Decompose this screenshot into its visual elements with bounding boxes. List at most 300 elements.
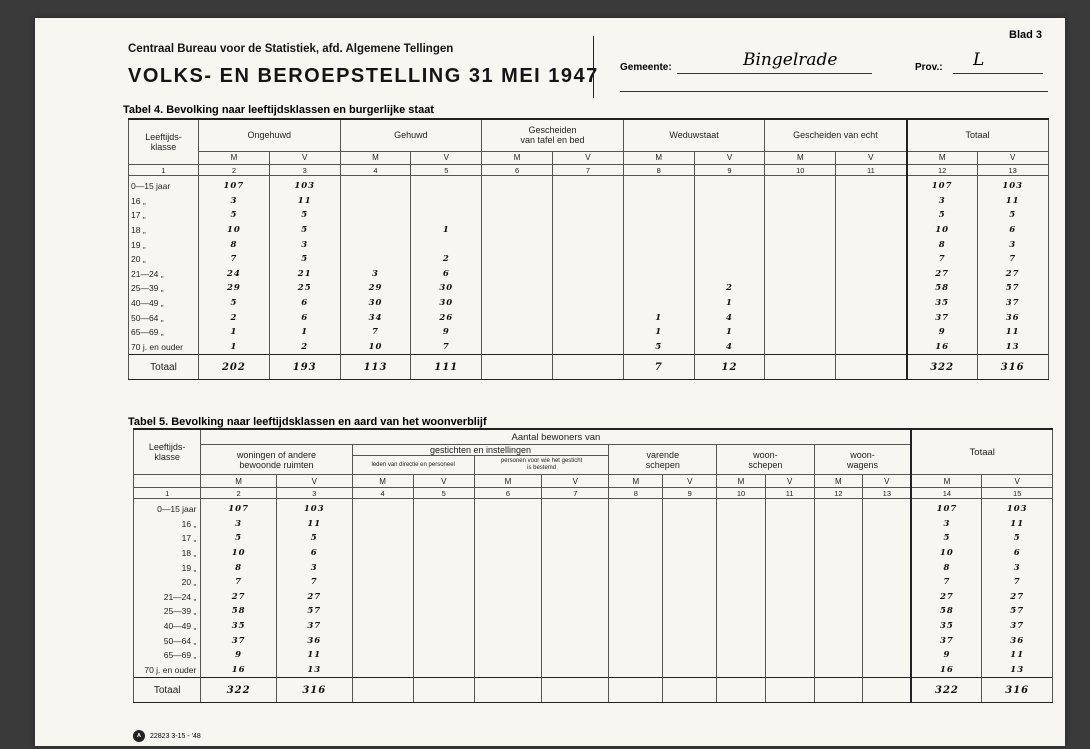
data-cell: [411, 176, 482, 194]
form-title: VOLKS- EN BEROEPSTELLING 31 MEI 1947: [128, 65, 599, 87]
province-line: [953, 73, 1043, 74]
data-cell: [542, 648, 609, 663]
data-cell: [836, 176, 907, 194]
data-cell: 2: [269, 340, 340, 355]
data-cell: [340, 194, 411, 209]
data-cell: 103: [269, 176, 340, 194]
data-cell: [663, 633, 717, 648]
age-label: 21—24 „: [134, 590, 201, 605]
data-cell: [609, 619, 663, 634]
data-cell: 26: [411, 310, 482, 325]
header-underline: [620, 91, 1048, 92]
col-m: M: [907, 151, 978, 164]
data-cell: [482, 310, 553, 325]
data-cell: [836, 281, 907, 296]
total-cell: 316: [977, 355, 1048, 380]
data-cell: 9: [911, 648, 981, 663]
table-row: [129, 237, 1049, 252]
col-v: V: [982, 475, 1053, 488]
data-cell: [482, 176, 553, 194]
data-cell: [352, 499, 413, 517]
data-cell: 13: [982, 663, 1053, 678]
total-cell: 202: [199, 355, 270, 380]
column-number: 3: [269, 165, 340, 176]
data-cell: [765, 237, 836, 252]
column-number: 8: [623, 165, 694, 176]
dwellings-header: woningen of andere bewoonde ruimten: [201, 445, 352, 475]
table-row: [129, 296, 1049, 311]
data-cell: [765, 208, 836, 223]
table4-caption: Tabel 4. Bevolking naar leeftijdsklassen en burgerlijke staat: [123, 104, 434, 116]
column-number: 8: [609, 488, 663, 499]
data-cell: [474, 648, 541, 663]
data-cell: 37: [982, 619, 1053, 634]
data-cell: [663, 575, 717, 590]
age-label: 50—64 „: [129, 310, 199, 325]
total-cell: 316: [276, 678, 352, 703]
data-cell: [765, 223, 836, 238]
col-m: M: [814, 475, 863, 488]
data-cell: [863, 619, 912, 634]
column-number: 2: [199, 165, 270, 176]
data-cell: [717, 590, 766, 605]
data-cell: 8: [201, 560, 277, 575]
data-cell: 5: [199, 208, 270, 223]
col-v: V: [413, 475, 474, 488]
data-cell: [623, 281, 694, 296]
data-cell: 5: [201, 531, 277, 546]
data-cell: 103: [977, 176, 1048, 194]
data-cell: 5: [269, 208, 340, 223]
data-cell: [663, 663, 717, 678]
data-cell: [717, 499, 766, 517]
data-cell: [717, 546, 766, 561]
data-cell: 27: [276, 590, 352, 605]
total-cell: [413, 678, 474, 703]
inmates-header: personen voor wie het gesticht is bestemd: [474, 456, 609, 475]
data-cell: 1: [694, 296, 765, 311]
data-cell: [765, 176, 836, 194]
total-cell: [482, 355, 553, 380]
data-cell: [609, 546, 663, 561]
col-m: M: [623, 151, 694, 164]
data-cell: 34: [340, 310, 411, 325]
table-row: [134, 648, 1053, 663]
column-number: 4: [352, 488, 413, 499]
data-cell: [609, 604, 663, 619]
data-cell: [542, 499, 609, 517]
column-number: 7: [542, 488, 609, 499]
data-cell: 58: [201, 604, 277, 619]
data-cell: [542, 633, 609, 648]
table-row: [129, 223, 1049, 238]
province-field: L: [973, 50, 985, 70]
total-cell: [553, 355, 624, 380]
data-cell: [542, 590, 609, 605]
data-cell: [814, 546, 863, 561]
data-cell: [765, 281, 836, 296]
table-row: [129, 281, 1049, 296]
data-cell: 5: [982, 531, 1053, 546]
total-cell: [836, 355, 907, 380]
data-cell: [553, 310, 624, 325]
data-cell: [814, 517, 863, 532]
data-cell: 1: [411, 223, 482, 238]
data-cell: [765, 575, 814, 590]
data-cell: 36: [276, 633, 352, 648]
data-cell: 4: [694, 340, 765, 355]
data-cell: 37: [907, 310, 978, 325]
column-number: 15: [982, 488, 1053, 499]
data-cell: 11: [977, 194, 1048, 209]
data-cell: [863, 575, 912, 590]
col-v: V: [276, 475, 352, 488]
data-cell: [663, 499, 717, 517]
data-cell: [413, 648, 474, 663]
data-cell: [765, 267, 836, 282]
data-cell: [352, 648, 413, 663]
total-cell: [663, 678, 717, 703]
data-cell: 27: [977, 267, 1048, 282]
data-cell: [717, 663, 766, 678]
group-header-widowed: Weduwstaat: [623, 119, 765, 151]
data-cell: [717, 560, 766, 575]
data-cell: [765, 648, 814, 663]
table-row: [129, 267, 1049, 282]
data-cell: [814, 499, 863, 517]
column-number: 9: [663, 488, 717, 499]
data-cell: 16: [907, 340, 978, 355]
column-number: 2: [201, 488, 277, 499]
data-cell: 3: [907, 194, 978, 209]
data-cell: 4: [694, 310, 765, 325]
data-cell: 35: [201, 619, 277, 634]
residents-header: Aantal bewoners van: [201, 429, 912, 445]
data-cell: [765, 531, 814, 546]
data-cell: [717, 619, 766, 634]
col-m: M: [474, 475, 541, 488]
data-cell: [717, 648, 766, 663]
total-cell: 322: [201, 678, 277, 703]
data-cell: [623, 194, 694, 209]
province-label: Prov.:: [915, 62, 943, 73]
total-cell: [609, 678, 663, 703]
data-cell: [411, 237, 482, 252]
data-cell: [765, 194, 836, 209]
age-label: 20 „: [129, 252, 199, 267]
data-cell: 13: [977, 340, 1048, 355]
data-cell: 10: [201, 546, 277, 561]
data-cell: [542, 531, 609, 546]
gemeente-label: Gemeente:: [620, 62, 672, 73]
data-cell: [765, 546, 814, 561]
data-cell: [694, 237, 765, 252]
houseboats-header: woon- schepen: [717, 445, 814, 475]
table-row: [129, 325, 1049, 340]
col-v: V: [542, 475, 609, 488]
data-cell: [553, 267, 624, 282]
table-row: [129, 310, 1049, 325]
table5-caption: Tabel 5. Bevolking naar leeftijdsklassen en aard van het woonverblijf: [128, 416, 487, 428]
data-cell: 5: [623, 340, 694, 355]
column-number: 12: [907, 165, 978, 176]
column-number: 1: [134, 488, 201, 499]
data-cell: [663, 546, 717, 561]
data-cell: [765, 499, 814, 517]
data-cell: 24: [199, 267, 270, 282]
data-cell: 3: [276, 560, 352, 575]
total-cell: [765, 678, 814, 703]
age-label: 40—49 „: [129, 296, 199, 311]
data-cell: 30: [340, 296, 411, 311]
data-cell: [663, 560, 717, 575]
data-cell: [814, 575, 863, 590]
total-cell: [863, 678, 912, 703]
data-cell: [836, 252, 907, 267]
data-cell: [765, 619, 814, 634]
data-cell: 103: [276, 499, 352, 517]
data-cell: [863, 604, 912, 619]
col-v: V: [863, 475, 912, 488]
data-cell: [765, 517, 814, 532]
data-cell: [542, 619, 609, 634]
column-number: 6: [474, 488, 541, 499]
data-cell: 27: [911, 590, 981, 605]
data-cell: [623, 252, 694, 267]
data-cell: [352, 531, 413, 546]
data-cell: [663, 531, 717, 546]
data-cell: [663, 517, 717, 532]
data-cell: 1: [199, 340, 270, 355]
data-cell: [352, 590, 413, 605]
data-cell: [482, 252, 553, 267]
column-number: 11: [836, 165, 907, 176]
col-m: M: [352, 475, 413, 488]
data-cell: 10: [911, 546, 981, 561]
data-cell: 21: [269, 267, 340, 282]
total-cell: [717, 678, 766, 703]
age-label: 19 „: [134, 560, 201, 575]
data-cell: [413, 517, 474, 532]
totals-row: [134, 678, 1053, 703]
column-number: 12: [814, 488, 863, 499]
data-cell: 7: [977, 252, 1048, 267]
data-cell: [553, 194, 624, 209]
data-cell: [609, 531, 663, 546]
data-cell: 5: [199, 296, 270, 311]
data-cell: 107: [199, 176, 270, 194]
column-number: 9: [694, 165, 765, 176]
data-cell: 3: [977, 237, 1048, 252]
data-cell: [553, 208, 624, 223]
column-number: 10: [765, 165, 836, 176]
data-cell: 5: [907, 208, 978, 223]
data-cell: [413, 663, 474, 678]
sheet-number: Blad 3: [1009, 29, 1043, 41]
data-cell: 11: [982, 517, 1053, 532]
data-cell: 27: [201, 590, 277, 605]
data-cell: [352, 663, 413, 678]
data-cell: [663, 619, 717, 634]
caravans-header: woon- wagens: [814, 445, 911, 475]
data-cell: 6: [982, 546, 1053, 561]
data-cell: 10: [907, 223, 978, 238]
table-row: [129, 208, 1049, 223]
data-cell: [413, 604, 474, 619]
age-label: 20 „: [134, 575, 201, 590]
data-cell: [542, 546, 609, 561]
data-cell: [352, 604, 413, 619]
data-cell: [863, 633, 912, 648]
data-cell: [609, 648, 663, 663]
data-cell: 1: [694, 325, 765, 340]
data-cell: 30: [411, 281, 482, 296]
data-cell: 9: [201, 648, 277, 663]
total-cell: 193: [269, 355, 340, 380]
data-cell: [814, 633, 863, 648]
data-cell: [814, 531, 863, 546]
data-cell: 5: [977, 208, 1048, 223]
age-label: 18 „: [134, 546, 201, 561]
column-number: 7: [553, 165, 624, 176]
data-cell: 11: [977, 325, 1048, 340]
data-cell: [814, 560, 863, 575]
data-cell: 8: [911, 560, 981, 575]
data-cell: [623, 237, 694, 252]
data-cell: [474, 546, 541, 561]
table-row: [129, 252, 1049, 267]
institutions-header: gestichten en instellingen: [352, 445, 609, 456]
total-cell: [474, 678, 541, 703]
data-cell: 30: [411, 296, 482, 311]
data-cell: 37: [201, 633, 277, 648]
data-cell: 58: [911, 604, 981, 619]
data-cell: 1: [269, 325, 340, 340]
data-cell: 7: [201, 575, 277, 590]
col-m: M: [340, 151, 411, 164]
data-cell: [717, 604, 766, 619]
data-cell: [474, 633, 541, 648]
data-cell: [694, 223, 765, 238]
data-cell: 8: [199, 237, 270, 252]
column-number: 1: [129, 165, 199, 176]
age-label: 50—64 „: [134, 633, 201, 648]
data-cell: 37: [977, 296, 1048, 311]
data-cell: [814, 619, 863, 634]
data-cell: 7: [911, 575, 981, 590]
data-cell: [609, 517, 663, 532]
total-header: Totaal: [911, 429, 1052, 475]
data-cell: [411, 208, 482, 223]
data-cell: [542, 560, 609, 575]
data-cell: [553, 252, 624, 267]
data-cell: [553, 237, 624, 252]
data-cell: [474, 531, 541, 546]
data-cell: [814, 663, 863, 678]
bureau-name: Centraal Bureau voor de Statistiek, afd. Algemene Tellingen: [128, 43, 454, 55]
data-cell: [413, 590, 474, 605]
data-cell: [814, 590, 863, 605]
data-cell: [340, 223, 411, 238]
table-row: [134, 590, 1053, 605]
data-cell: [623, 208, 694, 223]
ships-header: varende schepen: [609, 445, 717, 475]
data-cell: [609, 633, 663, 648]
age-label: 25—39 „: [129, 281, 199, 296]
data-cell: [863, 560, 912, 575]
data-cell: [340, 208, 411, 223]
data-cell: 16: [911, 663, 981, 678]
total-cell: 111: [411, 355, 482, 380]
data-cell: 10: [340, 340, 411, 355]
data-cell: 13: [276, 663, 352, 678]
data-cell: [863, 648, 912, 663]
total-cell: [352, 678, 413, 703]
data-cell: [609, 663, 663, 678]
table-row: [134, 575, 1053, 590]
data-cell: 5: [269, 223, 340, 238]
data-cell: [836, 325, 907, 340]
column-number: 13: [863, 488, 912, 499]
total-cell: [814, 678, 863, 703]
data-cell: [717, 633, 766, 648]
total-cell: [542, 678, 609, 703]
data-cell: [609, 560, 663, 575]
total-cell: 113: [340, 355, 411, 380]
data-cell: [542, 575, 609, 590]
data-cell: [836, 223, 907, 238]
data-cell: [863, 531, 912, 546]
data-cell: [411, 194, 482, 209]
data-cell: 3: [911, 517, 981, 532]
data-cell: [482, 237, 553, 252]
data-cell: 107: [201, 499, 277, 517]
data-cell: 11: [982, 648, 1053, 663]
data-cell: [836, 310, 907, 325]
data-cell: 29: [199, 281, 270, 296]
data-cell: [609, 499, 663, 517]
column-number: 5: [413, 488, 474, 499]
col-m: M: [911, 475, 981, 488]
data-cell: [765, 296, 836, 311]
data-cell: [663, 590, 717, 605]
column-number: 3: [276, 488, 352, 499]
data-cell: [352, 517, 413, 532]
table-row: [134, 560, 1053, 575]
data-cell: 7: [411, 340, 482, 355]
data-cell: [482, 223, 553, 238]
data-cell: [863, 517, 912, 532]
column-number: 10: [717, 488, 766, 499]
data-cell: [474, 590, 541, 605]
header-divider: [593, 36, 594, 98]
data-cell: [482, 267, 553, 282]
data-cell: 1: [623, 310, 694, 325]
data-cell: 7: [907, 252, 978, 267]
data-cell: 5: [276, 531, 352, 546]
data-cell: [717, 531, 766, 546]
census-form-sheet: [35, 18, 1065, 746]
total-cell: 12: [694, 355, 765, 380]
data-cell: [694, 176, 765, 194]
data-cell: [474, 604, 541, 619]
data-cell: 7: [199, 252, 270, 267]
data-cell: 58: [907, 281, 978, 296]
data-cell: [474, 575, 541, 590]
total-cell: 7: [623, 355, 694, 380]
data-cell: 27: [982, 590, 1053, 605]
table-row: [134, 531, 1053, 546]
